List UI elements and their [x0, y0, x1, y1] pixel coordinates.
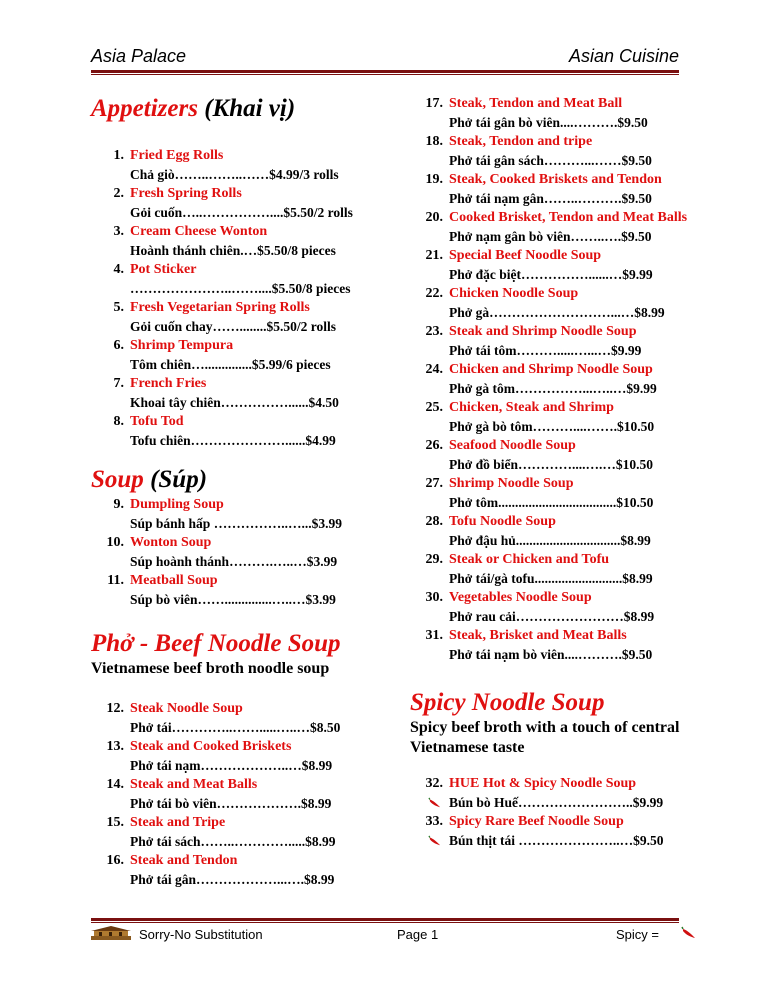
right-column	[410, 94, 700, 850]
item-name: Wonton Soup	[130, 535, 212, 550]
item-description-price: Phở nạm gân bò viên……..….$9.50	[449, 229, 652, 244]
chili-pepper-icon	[428, 797, 442, 809]
item-name: Steak, Cooked Briskets and Tendon	[449, 172, 662, 187]
item-description-price: Phở gà………………………...…$8.99	[449, 305, 665, 320]
item-name: Chicken, Steak and Shrimp	[449, 400, 614, 415]
item-name: Steak, Brisket and Meat Balls	[449, 628, 627, 643]
item-description-price: Bún thịt tái …………………..…$9.50	[449, 833, 664, 848]
item-description-price: …………………..……....$5.50/8 pieces	[130, 281, 351, 296]
menu-item	[410, 246, 700, 284]
item-name: Steak and Cooked Briskets	[130, 739, 292, 754]
item-number: 9.	[113, 497, 124, 512]
item-description-price: Gỏi cuốn…..……………....$5.50/2 rolls	[130, 205, 353, 220]
item-name: Steak and Meat Balls	[130, 777, 258, 792]
item-number: 23.	[425, 324, 443, 339]
pagoda-logo-icon	[91, 926, 131, 940]
item-description-price: Phở tái nạm………………..…$8.99	[130, 758, 333, 773]
item-number: 26.	[425, 438, 443, 453]
item-name: Cooked Brisket, Tendon and Meat Balls	[449, 210, 688, 225]
menu-item	[410, 588, 700, 626]
item-name: Tofu Noodle Soup	[449, 514, 556, 529]
menu-item	[91, 571, 381, 609]
item-name: Shrimp Noodle Soup	[449, 476, 574, 491]
item-description-price: Phở tái/gà tofu..........................$8.99	[449, 571, 653, 586]
appetizers-title-text: Appetizers	[91, 95, 198, 122]
menu-item	[410, 322, 700, 360]
item-description-price: Phở tái gân bò viên....……….$9.50	[449, 115, 648, 130]
item-number: 1.	[113, 148, 124, 163]
item-name: Steak, Tendon and Meat Ball	[449, 96, 623, 111]
item-description-price: Phở tái sách……..………….....$8.99	[130, 834, 336, 849]
menu-item	[410, 812, 700, 850]
menu-item	[410, 774, 700, 812]
menu-item	[91, 222, 381, 260]
item-number: 24.	[425, 362, 443, 377]
menu-item	[91, 412, 381, 450]
chili-pepper-icon	[428, 835, 442, 847]
page-footer	[91, 926, 679, 946]
item-name: Fried Egg Rolls	[130, 148, 224, 163]
menu-item	[91, 851, 381, 889]
appetizers-title	[91, 94, 381, 124]
item-number: 3.	[113, 224, 124, 239]
item-number: 18.	[425, 134, 443, 149]
item-number: 32.	[425, 776, 443, 791]
item-name: Steak and Tripe	[130, 815, 226, 830]
item-description-price: Gỏi cuốn chay……........$5.50/2 rolls	[130, 319, 337, 334]
menu-item	[91, 495, 381, 533]
item-name: Spicy Rare Beef Noodle Soup	[449, 814, 624, 829]
item-number: 4.	[113, 262, 124, 277]
item-description-price: Phở tái tôm……….....…...…$9.99	[449, 343, 642, 358]
header-rule-thin	[91, 74, 679, 75]
item-name: Chicken and Shrimp Noodle Soup	[449, 362, 653, 377]
item-name: Steak and Tendon	[130, 853, 238, 868]
item-name: Seafood Noodle Soup	[449, 438, 576, 453]
menu-item	[410, 626, 700, 664]
item-description-price: Chả giò……..……..……$4.99/3 rolls	[130, 167, 339, 182]
menu-item	[91, 146, 381, 184]
menu-item	[91, 699, 381, 737]
footer-note: Sorry-No Substitution	[139, 927, 263, 942]
menu-item	[91, 374, 381, 412]
item-number: 14.	[106, 777, 124, 792]
item-description-price: Phở tái nạm bò viên....……….$9.50	[449, 647, 653, 662]
menu-item	[91, 813, 381, 851]
item-description-price: Phở tôm...................................$10.50	[449, 495, 654, 510]
item-number: 5.	[113, 300, 124, 315]
item-number: 2.	[113, 186, 124, 201]
menu-item	[91, 336, 381, 374]
item-description-price: Phở đậu hủ...............................$8.99	[449, 533, 651, 548]
pho-list-left	[91, 699, 381, 889]
menu-item	[410, 94, 700, 132]
item-description-price: Phở gà tôm……………...…..…$9.99	[449, 381, 657, 396]
menu-item	[91, 298, 381, 336]
item-description-price: Bún bò Huế……………………..$9.99	[449, 795, 664, 810]
item-number: 8.	[113, 414, 124, 429]
item-number: 25.	[425, 400, 443, 415]
item-description-price: Phở tái bò viên……………….$8.99	[130, 796, 332, 811]
item-description-price: Súp hoành thánh……….…..…$3.99	[130, 554, 338, 569]
footer-rule-thin	[91, 922, 679, 923]
menu-item	[91, 533, 381, 571]
item-name: Pot Sticker	[130, 262, 197, 277]
menu-item	[91, 260, 381, 298]
item-number: 33.	[425, 814, 443, 829]
left-column	[91, 94, 381, 889]
pho-list-right	[410, 94, 700, 664]
item-name: Chicken Noodle Soup	[449, 286, 579, 301]
item-description-price: Tofu chiên…………………......$4.99	[130, 433, 336, 448]
item-description-price: Phở đồ biển…………....….…$10.50	[449, 457, 653, 472]
menu-item	[91, 737, 381, 775]
item-number: 21.	[425, 248, 443, 263]
soup-title	[91, 465, 381, 495]
pho-description: Vietnamese beef broth noodle soup	[91, 660, 330, 677]
menu-item	[410, 436, 700, 474]
item-description-price: Phở rau cải……………………$8.99	[449, 609, 655, 624]
item-description-price: Khoai tây chiên……………......$4.50	[130, 395, 339, 410]
appetizers-list	[91, 146, 381, 450]
item-number: 30.	[425, 590, 443, 605]
chili-pepper-icon	[681, 926, 697, 940]
item-description-price: Phở gà bò tôm………....…….$10.50	[449, 419, 655, 434]
item-description-price: Súp bánh hấp ……………..…...$3.99	[130, 516, 342, 531]
item-name: Special Beef Noodle Soup	[449, 248, 602, 263]
menu-item	[410, 398, 700, 436]
item-name: Dumpling Soup	[130, 497, 224, 512]
soup-subtitle: (Súp)	[150, 466, 208, 493]
item-number: 11.	[107, 573, 124, 588]
menu-item	[410, 132, 700, 170]
item-number: 17.	[425, 96, 443, 111]
item-name: Cream Cheese Wonton	[130, 224, 268, 239]
menu-item	[410, 550, 700, 588]
item-description-price: Súp bò viên……..............…..…$3.99	[130, 592, 336, 607]
menu-item	[410, 512, 700, 550]
item-description-price: Phở đặc biệt……………......…$9.99	[449, 267, 653, 282]
spicy-description: Spicy beef broth with a touch of central Vietnamese taste	[410, 719, 680, 756]
spicy-legend: Spicy =	[616, 927, 659, 942]
footer-rule	[91, 918, 679, 921]
item-number: 10.	[106, 535, 124, 550]
item-description-price: Tôm chiên…..............$5.99/6 pieces	[130, 357, 331, 372]
spicy-title: Spicy Noodle Soup	[410, 689, 605, 716]
item-number: 22.	[425, 286, 443, 301]
item-name: Fresh Spring Rolls	[130, 186, 242, 201]
cuisine-label: Asian Cuisine	[568, 46, 679, 66]
item-description-price: Phở tái nạm gân……..……….$9.50	[449, 191, 652, 206]
page-number: Page 1	[397, 927, 439, 942]
item-name: Steak or Chicken and Tofu	[449, 552, 610, 567]
item-description-price: Hoành thánh chiên.…$5.50/8 pieces	[130, 243, 336, 258]
item-description-price: Phở tái gân sách………...……$9.50	[449, 153, 652, 168]
item-name: Tofu Tod	[130, 414, 184, 429]
spicy-list	[410, 774, 700, 850]
item-description-price: Phở tái…………..…….....…..…$8.50	[130, 720, 341, 735]
item-number: 7.	[113, 376, 124, 391]
item-name: Meatball Soup	[130, 573, 218, 588]
item-number: 28.	[425, 514, 443, 529]
item-name: Vegetables Noodle Soup	[449, 590, 592, 605]
item-name: HUE Hot & Spicy Noodle Soup	[449, 776, 637, 791]
pho-title: Phở - Beef Noodle Soup	[91, 630, 341, 657]
header-rule	[91, 70, 679, 73]
item-number: 12.	[106, 701, 124, 716]
restaurant-name: Asia Palace	[91, 46, 187, 66]
item-name: Fresh Vegetarian Spring Rolls	[130, 300, 310, 315]
item-number: 27.	[425, 476, 443, 491]
item-name: Steak and Shrimp Noodle Soup	[449, 324, 637, 339]
item-description-price: Phở tái gân………………...….$8.99	[130, 872, 335, 887]
menu-item	[410, 284, 700, 322]
soup-title-text: Soup	[91, 466, 144, 493]
item-name: French Fries	[130, 376, 207, 391]
appetizers-subtitle: (Khai vị)	[204, 95, 296, 122]
page-header	[91, 46, 679, 68]
item-name: Shrimp Tempura	[130, 338, 234, 353]
item-number: 6.	[113, 338, 124, 353]
item-number: 15.	[106, 815, 124, 830]
item-number: 31.	[425, 628, 443, 643]
menu-item	[410, 170, 700, 208]
item-number: 19.	[425, 172, 443, 187]
menu-item	[410, 474, 700, 512]
item-number: 20.	[425, 210, 443, 225]
menu-item	[91, 184, 381, 222]
menu-item	[410, 208, 700, 246]
item-name: Steak Noodle Soup	[130, 701, 243, 716]
item-number: 29.	[425, 552, 443, 567]
menu-item	[91, 775, 381, 813]
menu-item	[410, 360, 700, 398]
item-number: 16.	[106, 853, 124, 868]
item-number: 13.	[106, 739, 124, 754]
soup-list	[91, 495, 381, 609]
item-name: Steak, Tendon and tripe	[449, 134, 593, 149]
